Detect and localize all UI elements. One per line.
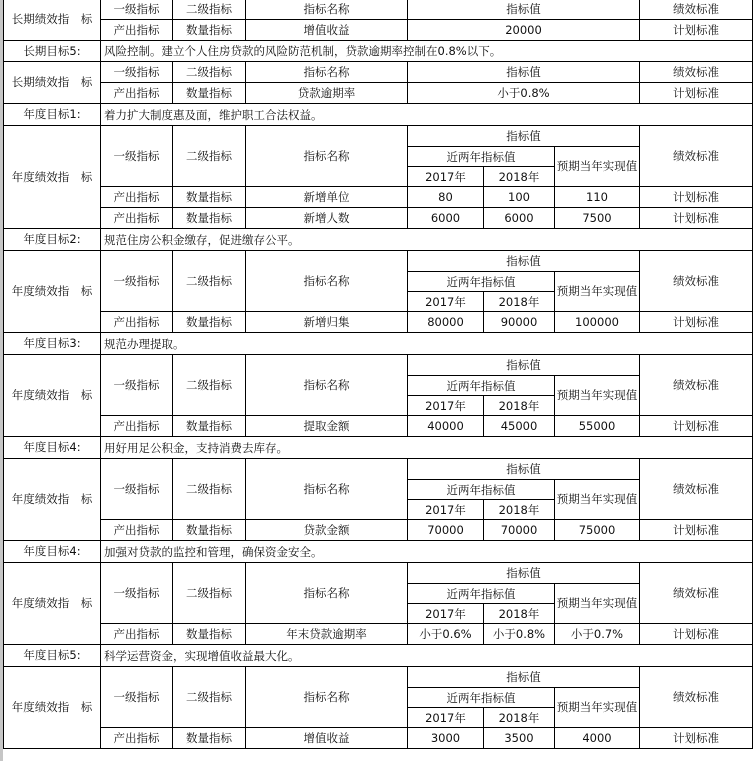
- annual-header-row: [4, 667, 753, 688]
- value-2018: 6000: [484, 208, 555, 229]
- col-header-expected: 预期当年实现值: [555, 376, 640, 416]
- col-header-level2: 二级指标: [173, 667, 246, 728]
- col-header-value: 指标值: [408, 667, 640, 688]
- indicator-standard: 计划标准: [640, 312, 753, 333]
- col-header-level1: 一级指标: [101, 126, 173, 187]
- col-header-level1: 一级指标: [101, 0, 173, 20]
- indicator-level2: 数量指标: [173, 208, 246, 229]
- value-2018: 45000: [484, 416, 555, 437]
- col-header-level1: 一级指标: [101, 459, 173, 520]
- goal-description: 规范住房公积金缴存，促进缴存公平。: [101, 229, 753, 251]
- indicator-standard: 计划标准: [640, 187, 753, 208]
- perf-indicator-label: 年度绩效指 标: [4, 126, 101, 229]
- col-header-value: 指标值: [408, 62, 640, 83]
- perf-indicator-label: 年度绩效指 标: [4, 251, 101, 333]
- annual-header-row: [4, 251, 753, 272]
- col-header-name: 指标名称: [246, 563, 408, 624]
- goal-label: 长期目标5:: [4, 41, 101, 62]
- value-2018: 90000: [484, 312, 555, 333]
- value-expected: 55000: [555, 416, 640, 437]
- col-header-level1: 一级指标: [101, 563, 173, 624]
- indicator-level2: 数量指标: [173, 520, 246, 541]
- indicator-value: 小于0.8%: [408, 83, 640, 104]
- indicator-value: 20000: [408, 20, 640, 41]
- indicator-name: 贷款逾期率: [246, 83, 408, 104]
- col-header-level1: 一级指标: [101, 667, 173, 728]
- col-header-standard: 绩效标准: [640, 667, 753, 728]
- col-header-recent: 近两年指标值: [408, 272, 555, 292]
- col-header-level2: 二级指标: [173, 0, 246, 20]
- col-header-level2: 二级指标: [173, 563, 246, 624]
- col-header-year-2017: 2017年: [408, 396, 484, 416]
- col-header-recent: 近两年指标值: [408, 376, 555, 396]
- annual-goal-row: [4, 229, 753, 251]
- long-term-header-row: [4, 62, 753, 83]
- col-header-recent: 近两年指标值: [408, 584, 555, 604]
- indicator-level2: 数量指标: [173, 728, 246, 749]
- annual-data-row: [4, 624, 753, 645]
- col-header-standard: 绩效标准: [640, 126, 753, 187]
- indicator-standard: 计划标准: [640, 208, 753, 229]
- annual-data-row: [4, 728, 753, 749]
- annual-header-row: [4, 126, 753, 147]
- col-header-level2: 二级指标: [173, 459, 246, 520]
- col-header-value: 指标值: [408, 126, 640, 147]
- indicator-standard: 计划标准: [640, 728, 753, 749]
- long-term-data-row: [4, 83, 753, 104]
- annual-header-row: [4, 563, 753, 584]
- col-header-standard: 绩效标准: [640, 0, 753, 20]
- value-expected: 100000: [555, 312, 640, 333]
- indicator-level2: 数量指标: [173, 83, 246, 104]
- value-2018: 100: [484, 187, 555, 208]
- annual-data-row: [4, 520, 753, 541]
- indicator-level2: 数量指标: [173, 416, 246, 437]
- col-header-value: 指标值: [408, 0, 640, 20]
- annual-goal-row: [4, 104, 753, 126]
- col-header-year-2018: 2018年: [484, 167, 555, 187]
- col-header-value: 指标值: [408, 563, 640, 584]
- indicator-level1: 产出指标: [101, 208, 173, 229]
- col-header-year-2017: 2017年: [408, 500, 484, 520]
- indicator-level1: 产出指标: [101, 312, 173, 333]
- value-2017: 40000: [408, 416, 484, 437]
- indicator-name: 增值收益: [246, 728, 408, 749]
- indicator-level1: 产出指标: [101, 187, 173, 208]
- indicator-name: 新增单位: [246, 187, 408, 208]
- indicator-level1: 产出指标: [101, 624, 173, 645]
- indicator-standard: 计划标准: [640, 20, 753, 41]
- indicator-standard: 计划标准: [640, 416, 753, 437]
- col-header-year-2017: 2017年: [408, 708, 484, 728]
- goal-description: 加强对贷款的监控和管理，确保资金安全。: [101, 541, 753, 563]
- indicator-name: 提取金额: [246, 416, 408, 437]
- value-2017: 80000: [408, 312, 484, 333]
- perf-indicator-label: 长期绩效指 标: [4, 62, 101, 104]
- goal-description: 科学运营资金，实现增值收益最大化。: [101, 645, 753, 667]
- col-header-standard: 绩效标准: [640, 251, 753, 312]
- col-header-level2: 二级指标: [173, 62, 246, 83]
- indicator-name: 新增人数: [246, 208, 408, 229]
- annual-data-row: [4, 187, 753, 208]
- col-header-expected: 预期当年实现值: [555, 272, 640, 312]
- col-header-expected: 预期当年实现值: [555, 480, 640, 520]
- col-header-standard: 绩效标准: [640, 563, 753, 624]
- col-header-name: 指标名称: [246, 0, 408, 20]
- col-header-name: 指标名称: [246, 459, 408, 520]
- indicator-level2: 数量指标: [173, 20, 246, 41]
- annual-goal-row: [4, 333, 753, 355]
- col-header-name: 指标名称: [246, 251, 408, 312]
- value-expected: 110: [555, 187, 640, 208]
- value-expected: 75000: [555, 520, 640, 541]
- col-header-name: 指标名称: [246, 667, 408, 728]
- col-header-expected: 预期当年实现值: [555, 688, 640, 728]
- perf-indicator-label: 年度绩效指 标: [4, 459, 101, 541]
- indicator-level1: 产出指标: [101, 520, 173, 541]
- annual-data-row: [4, 416, 753, 437]
- col-header-year-2018: 2018年: [484, 500, 555, 520]
- col-header-level2: 二级指标: [173, 126, 246, 187]
- perf-indicator-label: 年度绩效指 标: [4, 563, 101, 645]
- goal-label: 年度目标4:: [4, 541, 101, 563]
- indicator-level2: 数量指标: [173, 624, 246, 645]
- perf-indicator-label: 年度绩效指 标: [4, 355, 101, 437]
- indicator-level1: 产出指标: [101, 728, 173, 749]
- value-2018: 小于0.8%: [484, 624, 555, 645]
- col-header-year-2018: 2018年: [484, 396, 555, 416]
- annual-data-row: [4, 312, 753, 333]
- goal-label: 年度目标3:: [4, 333, 101, 355]
- indicator-name: 年末贷款逾期率: [246, 624, 408, 645]
- value-expected: 4000: [555, 728, 640, 749]
- goal-label: 年度目标5:: [4, 645, 101, 667]
- annual-goal-row: [4, 541, 753, 563]
- annual-header-row: [4, 355, 753, 376]
- annual-data-row: [4, 208, 753, 229]
- col-header-level1: 一级指标: [101, 251, 173, 312]
- col-header-expected: 预期当年实现值: [555, 584, 640, 624]
- col-header-standard: 绩效标准: [640, 355, 753, 416]
- value-2017: 小于0.6%: [408, 624, 484, 645]
- value-2017: 80: [408, 187, 484, 208]
- col-header-year-2017: 2017年: [408, 292, 484, 312]
- col-header-recent: 近两年指标值: [408, 688, 555, 708]
- indicator-standard: 计划标准: [640, 520, 753, 541]
- goal-description: 风险控制。建立个人住房贷款的风险防范机制，贷款逾期率控制在0.8%以下。: [101, 41, 753, 62]
- value-2018: 70000: [484, 520, 555, 541]
- long-term-data-row: [4, 20, 753, 41]
- col-header-value: 指标值: [408, 251, 640, 272]
- col-header-level2: 二级指标: [173, 355, 246, 416]
- value-expected: 小于0.7%: [555, 624, 640, 645]
- value-2017: 70000: [408, 520, 484, 541]
- col-header-level1: 一级指标: [101, 62, 173, 83]
- col-header-standard: 绩效标准: [640, 459, 753, 520]
- col-header-value: 指标值: [408, 355, 640, 376]
- col-header-expected: 预期当年实现值: [555, 147, 640, 187]
- value-2017: 6000: [408, 208, 484, 229]
- long-term-goal-row: [4, 41, 753, 62]
- col-header-level2: 二级指标: [173, 251, 246, 312]
- goal-description: 规范办理提取。: [101, 333, 753, 355]
- col-header-name: 指标名称: [246, 355, 408, 416]
- indicator-name: 新增归集: [246, 312, 408, 333]
- col-header-name: 指标名称: [246, 126, 408, 187]
- value-2018: 3500: [484, 728, 555, 749]
- indicator-level2: 数量指标: [173, 312, 246, 333]
- col-header-recent: 近两年指标值: [408, 480, 555, 500]
- indicator-name: 贷款金额: [246, 520, 408, 541]
- indicator-level1: 产出指标: [101, 83, 173, 104]
- annual-goal-row: [4, 437, 753, 459]
- indicator-standard: 计划标准: [640, 83, 753, 104]
- goal-label: 年度目标2:: [4, 229, 101, 251]
- col-header-year-2018: 2018年: [484, 292, 555, 312]
- indicator-level1: 产出指标: [101, 416, 173, 437]
- perf-indicator-label: 年度绩效指 标: [4, 667, 101, 749]
- col-header-name: 指标名称: [246, 62, 408, 83]
- long-term-header-row: [4, 0, 753, 20]
- indicator-name: 增值收益: [246, 20, 408, 41]
- indicator-level1: 产出指标: [101, 20, 173, 41]
- col-header-year-2018: 2018年: [484, 604, 555, 624]
- col-header-level1: 一级指标: [101, 355, 173, 416]
- col-header-year-2017: 2017年: [408, 604, 484, 624]
- performance-indicator-table: [3, 0, 753, 749]
- annual-header-row: [4, 459, 753, 480]
- col-header-year-2018: 2018年: [484, 708, 555, 728]
- perf-indicator-label: 长期绩效指 标: [4, 0, 101, 41]
- col-header-recent: 近两年指标值: [408, 147, 555, 167]
- goal-label: 年度目标4:: [4, 437, 101, 459]
- col-header-standard: 绩效标准: [640, 62, 753, 83]
- goal-description: 着力扩大制度惠及面，维护职工合法权益。: [101, 104, 753, 126]
- indicator-standard: 计划标准: [640, 624, 753, 645]
- goal-description: 用好用足公积金，支持消费去库存。: [101, 437, 753, 459]
- col-header-value: 指标值: [408, 459, 640, 480]
- value-2017: 3000: [408, 728, 484, 749]
- goal-label: 年度目标1:: [4, 104, 101, 126]
- value-expected: 7500: [555, 208, 640, 229]
- indicator-level2: 数量指标: [173, 187, 246, 208]
- annual-goal-row: [4, 645, 753, 667]
- col-header-year-2017: 2017年: [408, 167, 484, 187]
